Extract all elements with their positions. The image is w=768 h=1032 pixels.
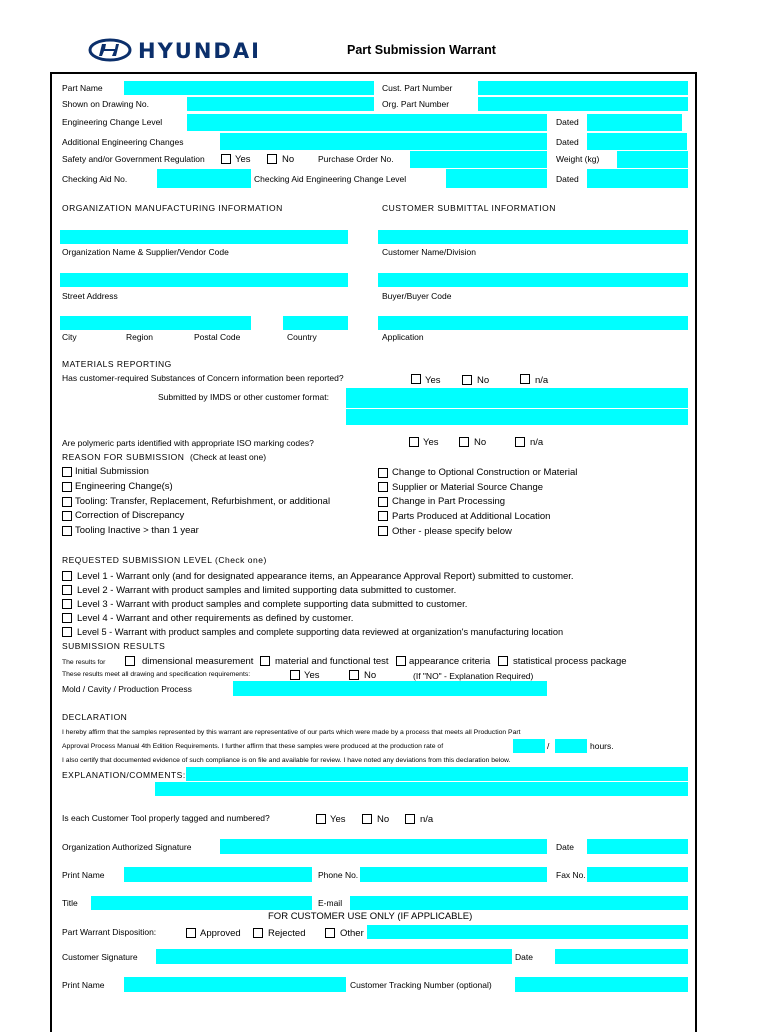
hours-label: hours. [590, 741, 614, 751]
checking-aid-level-label: Checking Aid Engineering Change Level [254, 174, 407, 184]
additional-changes-field[interactable] [220, 133, 547, 150]
safety-no-checkbox[interactable] [267, 154, 277, 164]
org-part-number-label: Org. Part Number [382, 99, 450, 109]
reason-inactive-label: Tooling Inactive > than 1 year [75, 525, 199, 536]
rejected-checkbox[interactable] [253, 928, 263, 938]
org-name-label: Organization Name & Supplier/Vendor Code [62, 247, 229, 257]
org-section-heading: ORGANIZATION MANUFACTURING INFORMATION [62, 203, 283, 213]
material-test-label: material and functional test [275, 656, 389, 667]
imds-label: Submitted by IMDS or other customer format: [158, 392, 330, 402]
reason-note: (Check at least one) [190, 452, 267, 462]
hyundai-emblem-icon [88, 38, 132, 62]
buyer-field[interactable] [378, 273, 688, 287]
meet-requirements-label: These results meet all drawing and specification requirements: [62, 671, 251, 678]
materials-na-checkbox[interactable] [520, 374, 530, 384]
safety-yes-checkbox[interactable] [221, 154, 231, 164]
polymeric-no-checkbox[interactable] [459, 437, 469, 447]
level-2-checkbox[interactable] [62, 585, 72, 595]
country-label: Country [287, 332, 317, 342]
reason-eng-change-checkbox[interactable] [62, 482, 72, 492]
declaration-line-3: I also certify that documented evidence of such compliance is on file and available for review. I have noted any deviations from this declaration below. [62, 757, 511, 764]
org-name-field[interactable] [60, 230, 348, 244]
tool-na-checkbox[interactable] [405, 814, 415, 824]
drawing-no-field[interactable] [187, 97, 374, 111]
city-label: City [62, 332, 77, 342]
customer-date-label: Date [515, 952, 533, 962]
reason-heading: REASON FOR SUBMISSION [62, 452, 185, 462]
level-4-checkbox[interactable] [62, 613, 72, 623]
phone-field[interactable] [360, 867, 547, 882]
purchase-order-label: Purchase Order No. [318, 154, 394, 164]
dated-field-1[interactable] [587, 114, 682, 131]
eng-change-level-label: Engineering Change Level [62, 117, 163, 127]
reason-tooling-checkbox[interactable] [62, 497, 72, 507]
customer-use-heading: FOR CUSTOMER USE ONLY (IF APPLICABLE) [268, 911, 473, 922]
eng-change-level-field[interactable] [187, 114, 547, 131]
reason-correction-checkbox[interactable] [62, 511, 72, 521]
dimensional-label: dimensional measurement [142, 656, 254, 667]
polymeric-yes-label: Yes [423, 437, 439, 448]
statistical-checkbox[interactable] [498, 656, 508, 666]
materials-no-label: No [477, 375, 490, 386]
declaration-line-2: Approval Process Manual 4th Edition Requirements. I further affirm that these samples were produced at the production rate of [62, 743, 444, 750]
customer-name-label: Customer Name/Division [382, 247, 476, 257]
reason-tooling-label: Tooling: Transfer, Replacement, Refurbishment, or additional [75, 496, 331, 507]
if-no-note: (If "NO" - Explanation Required) [413, 671, 534, 681]
tool-no-checkbox[interactable] [362, 814, 372, 824]
approved-label: Approved [200, 928, 241, 939]
statistical-label: statistical process package [513, 656, 627, 667]
production-rate-parts-field[interactable] [513, 739, 545, 753]
level-4-label: Level 4 - Warrant and other requirements as defined by customer. [77, 613, 354, 624]
reason-supplier-label: Supplier or Material Source Change [392, 482, 544, 493]
imds-field-1[interactable] [346, 388, 688, 408]
level-3-label: Level 3 - Warrant with product samples and complete supporting data submitted to customer. [77, 599, 468, 610]
polymeric-na-checkbox[interactable] [515, 437, 525, 447]
print-name-field[interactable] [124, 867, 312, 882]
materials-heading: MATERIALS REPORTING [62, 359, 172, 369]
level-3-checkbox[interactable] [62, 599, 72, 609]
other-field[interactable] [367, 925, 688, 939]
declaration-heading: DECLARATION [62, 712, 128, 722]
country-field[interactable] [283, 316, 348, 330]
rate-slash: / [547, 741, 550, 751]
meet-yes-checkbox[interactable] [290, 670, 300, 680]
polymeric-yes-checkbox[interactable] [409, 437, 419, 447]
dated-label-2: Dated [556, 137, 579, 147]
email-label: E-mail [318, 898, 343, 908]
reason-process-label: Change in Part Processing [392, 496, 506, 507]
tracking-field[interactable] [515, 977, 688, 992]
level-5-checkbox[interactable] [62, 627, 72, 637]
dated-label-3: Dated [556, 174, 579, 184]
mold-label: Mold / Cavity / Production Process [62, 684, 192, 694]
print-name-label: Print Name [62, 870, 105, 880]
explanation-label: EXPLANATION/COMMENTS: [62, 770, 186, 780]
safety-yes-label: Yes [235, 154, 251, 165]
org-signature-field[interactable] [220, 839, 547, 854]
part-name-label: Part Name [62, 83, 103, 93]
weight-field[interactable] [617, 151, 688, 168]
weight-label: Weight (kg) [556, 154, 600, 164]
part-name-field[interactable] [124, 81, 374, 95]
application-label: Application [382, 332, 424, 342]
meet-no-label: No [364, 670, 377, 681]
tool-yes-checkbox[interactable] [316, 814, 326, 824]
mold-field[interactable] [233, 681, 547, 696]
safety-no-label: No [282, 154, 295, 165]
explanation-field-1[interactable] [186, 767, 688, 781]
declaration-line-1: I hereby affirm that the samples represented by this warrant are representative of our parts which were made by a process that meets all Production Part [62, 729, 521, 736]
customer-signature-field[interactable] [156, 949, 512, 964]
disposition-label: Part Warrant Disposition: [62, 927, 157, 937]
other-label: Other [340, 928, 364, 939]
reason-initial-label: Initial Submission [75, 466, 149, 477]
customer-section-heading: CUSTOMER SUBMITTAL INFORMATION [382, 203, 556, 213]
reason-location-label: Parts Produced at Additional Location [392, 511, 551, 522]
purchase-order-field[interactable] [410, 151, 547, 168]
hyundai-logo [88, 38, 263, 64]
reason-location-checkbox[interactable] [378, 511, 388, 521]
additional-changes-label: Additional Engineering Changes [62, 137, 184, 147]
region-label: Region [126, 332, 153, 342]
page-title: Part Submission Warrant [347, 43, 496, 57]
brand-wordmark: HYUNDAI [138, 39, 261, 63]
cust-part-number-field[interactable] [478, 81, 688, 95]
imds-field-2[interactable] [346, 409, 688, 425]
materials-no-checkbox[interactable] [462, 375, 472, 385]
results-heading: SUBMISSION RESULTS [62, 641, 166, 651]
reason-initial-checkbox[interactable] [62, 467, 72, 477]
fax-label: Fax No. [556, 870, 586, 880]
tool-no-label: No [377, 814, 390, 825]
tool-na-label: n/a [420, 814, 434, 825]
reason-eng-change-label: Engineering Change(s) [75, 481, 173, 492]
fax-field[interactable] [587, 867, 688, 882]
customer-print-name-label: Print Name [62, 980, 105, 990]
dated-label-1: Dated [556, 117, 579, 127]
org-signature-label: Organization Authorized Signature [62, 842, 192, 852]
dated-field-2[interactable] [587, 133, 687, 150]
title-label: Title [62, 898, 78, 908]
materials-question: Has customer-required Substances of Concern information been reported? [62, 373, 344, 383]
approved-checkbox[interactable] [186, 928, 196, 938]
application-field[interactable] [378, 316, 688, 330]
explanation-field-2[interactable] [155, 782, 688, 796]
polymeric-na-label: n/a [530, 437, 544, 448]
street-label: Street Address [62, 291, 118, 301]
tool-question: Is each Customer Tool properly tagged and numbered? [62, 813, 270, 823]
tracking-label: Customer Tracking Number (optional) [350, 980, 492, 990]
other-checkbox[interactable] [325, 928, 335, 938]
meet-no-checkbox[interactable] [349, 670, 359, 680]
reason-optional-checkbox[interactable] [378, 468, 388, 478]
form-frame [50, 72, 697, 1032]
reason-inactive-checkbox[interactable] [62, 526, 72, 536]
buyer-label: Buyer/Buyer Code [382, 291, 452, 301]
drawing-no-label: Shown on Drawing No. [62, 99, 149, 109]
street-field[interactable] [60, 273, 348, 287]
reason-supplier-checkbox[interactable] [378, 482, 388, 492]
reason-optional-label: Change to Optional Construction or Material [392, 467, 578, 478]
checking-aid-level-field[interactable] [446, 169, 547, 188]
customer-print-name-field[interactable] [124, 977, 346, 992]
materials-yes-checkbox[interactable] [411, 374, 421, 384]
appearance-checkbox[interactable] [396, 656, 406, 666]
reason-process-checkbox[interactable] [378, 497, 388, 507]
dated-field-3[interactable] [587, 169, 688, 188]
dimensional-checkbox[interactable] [125, 656, 135, 666]
production-rate-hours-field[interactable] [555, 739, 587, 753]
levels-heading: REQUESTED SUBMISSION LEVEL (Check one) [62, 555, 267, 565]
org-part-number-field[interactable] [478, 97, 688, 111]
sig-date-field[interactable] [587, 839, 688, 854]
title-field[interactable] [91, 896, 312, 910]
polymeric-question: Are polymeric parts identified with appropriate ISO marking codes? [62, 438, 314, 448]
customer-name-field[interactable] [378, 230, 688, 244]
checking-aid-field[interactable] [157, 169, 251, 188]
materials-yes-label: Yes [425, 375, 441, 386]
materials-na-label: n/a [535, 375, 549, 386]
material-test-checkbox[interactable] [260, 656, 270, 666]
phone-label: Phone No. [318, 870, 359, 880]
reason-correction-label: Correction of Discrepancy [75, 510, 185, 521]
level-1-checkbox[interactable] [62, 571, 72, 581]
meet-yes-label: Yes [304, 670, 320, 681]
level-5-label: Level 5 - Warrant with product samples and complete supporting data reviewed at organization's manufacturing location [77, 627, 564, 637]
rejected-label: Rejected [268, 928, 306, 939]
reason-other-checkbox[interactable] [378, 526, 388, 536]
results-for-label: The results for [62, 659, 106, 666]
level-2-label: Level 2 - Warrant with product samples and limited supporting data submitted to customer. [77, 585, 457, 596]
postal-label: Postal Code [194, 332, 241, 342]
checking-aid-label: Checking Aid No. [62, 174, 128, 184]
reason-other-label: Other - please specify below [392, 526, 512, 537]
appearance-label: appearance criteria [409, 656, 491, 667]
customer-date-field[interactable] [555, 949, 688, 964]
polymeric-no-label: No [474, 437, 487, 448]
email-field[interactable] [350, 896, 688, 910]
customer-signature-label: Customer Signature [62, 952, 138, 962]
safety-regulation-label: Safety and/or Government Regulation [62, 154, 205, 164]
sig-date-label: Date [556, 842, 574, 852]
city-region-postal-field[interactable] [60, 316, 251, 330]
level-1-label: Level 1 - Warrant only (and for designated appearance items, an Appearance Approval Report) submitted to customer. [77, 571, 574, 582]
tool-yes-label: Yes [330, 814, 346, 825]
cust-part-number-label: Cust. Part Number [382, 83, 453, 93]
